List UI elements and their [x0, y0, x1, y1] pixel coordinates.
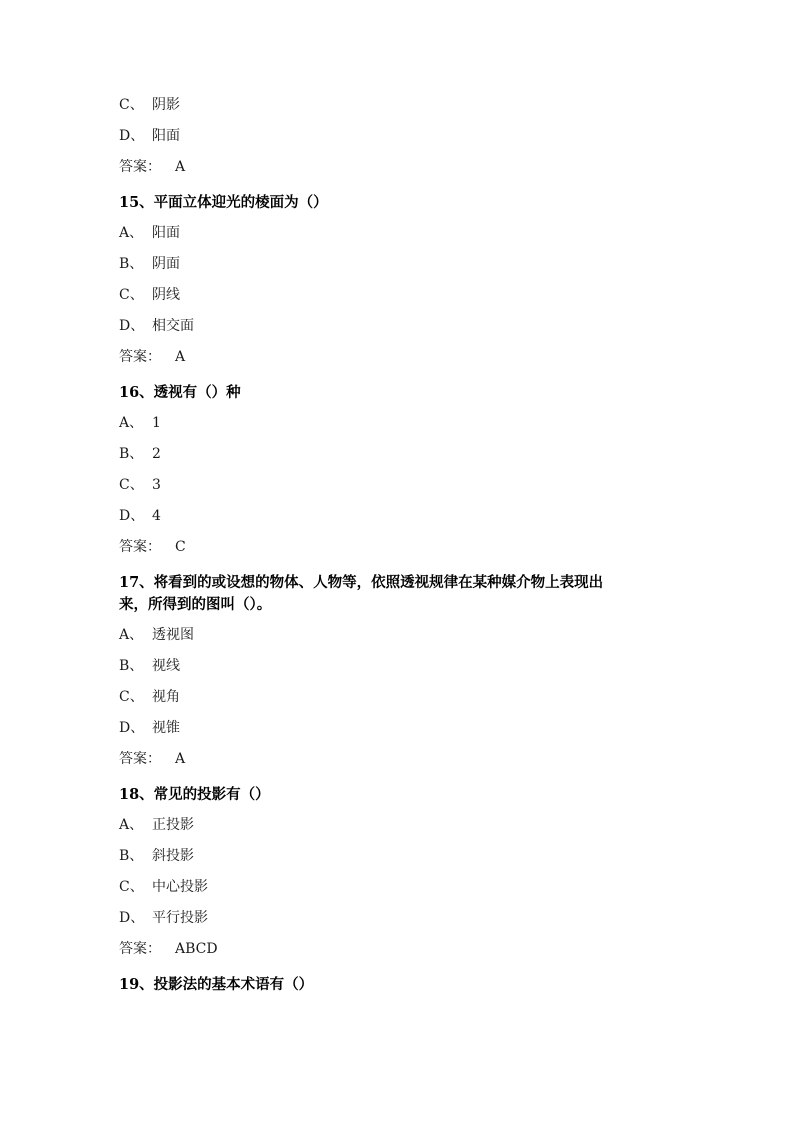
option-c: C、 阴影: [119, 97, 180, 113]
option-c: C、 中心投影: [119, 879, 208, 895]
option-a: A、 阳面: [119, 225, 180, 241]
option-a: A、 1: [119, 415, 161, 431]
question-16-title: 16、透视有（）种: [119, 384, 241, 401]
answer-line: 答案： C: [119, 539, 186, 555]
option-b: B、 2: [119, 446, 161, 462]
option-d: D、 阳面: [119, 128, 180, 144]
option-a: A、 透视图: [119, 627, 194, 643]
option-d: D、 平行投影: [119, 910, 208, 926]
option-d: D、 相交面: [119, 318, 194, 334]
document-page: [119, 94, 679, 1004]
option-b: B、 视线: [119, 658, 180, 674]
option-d: D、 视锥: [119, 720, 180, 736]
question-15-title: 15、平面立体迎光的棱面为（）: [119, 194, 328, 211]
question-18-title: 18、常见的投影有（）: [119, 786, 270, 803]
option-d: D、 4: [119, 508, 161, 524]
answer-line: 答案： A: [119, 159, 186, 175]
answer-line: 答案： A: [119, 751, 186, 767]
option-c: C、 阴线: [119, 287, 180, 303]
option-b: B、 斜投影: [119, 848, 194, 864]
question-17-title-line-1: 17、将看到的或设想的物体、人物等，依照透视规律在某种媒介物上表现出: [119, 574, 604, 591]
question-19-title: 19、投影法的基本术语有（）: [119, 976, 314, 993]
question-17-title: [119, 572, 679, 616]
answer-line: 答案： ABCD: [119, 941, 218, 957]
option-c: C、 视角: [119, 689, 180, 705]
option-a: A、 正投影: [119, 817, 194, 833]
option-c: C、 3: [119, 477, 161, 493]
answer-line: 答案： A: [119, 349, 186, 365]
question-17-title-line-2: 来，所得到的图叫（）。: [119, 596, 272, 613]
option-b: B、 阴面: [119, 256, 180, 272]
